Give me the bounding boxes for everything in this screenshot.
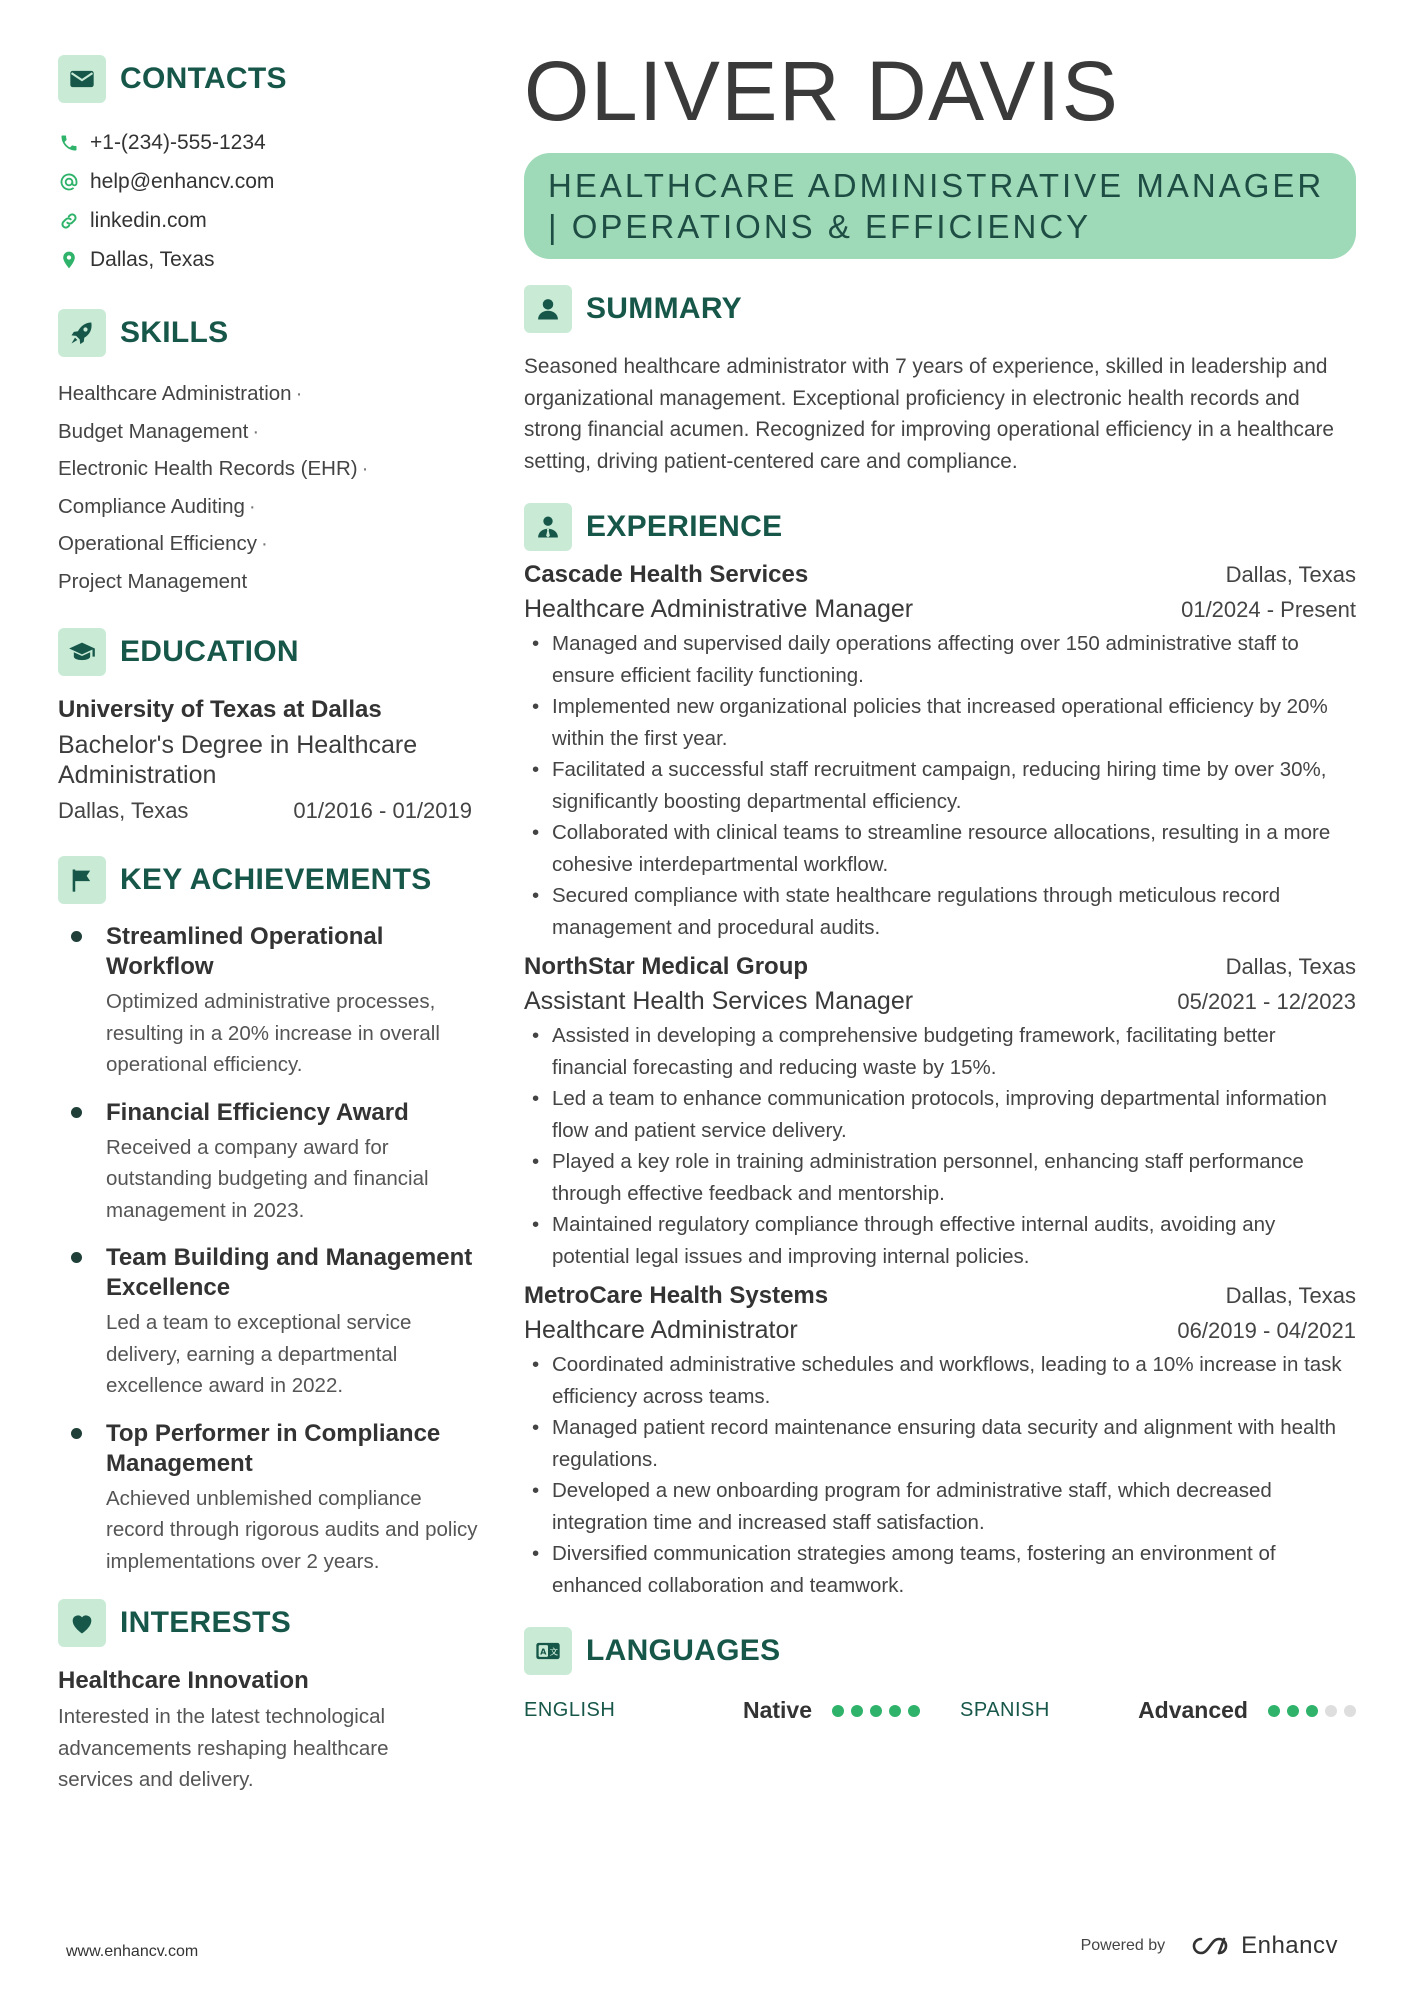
envelope-icon bbox=[58, 55, 106, 103]
language-item bbox=[960, 1697, 1356, 1724]
skill-item: Electronic Health Records (EHR) · bbox=[58, 457, 369, 480]
job-location: Dallas, Texas bbox=[1225, 1283, 1356, 1308]
bullet-icon bbox=[71, 1428, 82, 1439]
dot-filled bbox=[889, 1705, 901, 1717]
language-item bbox=[524, 1697, 920, 1724]
skills-list bbox=[58, 375, 478, 600]
graduation-cap-icon bbox=[58, 628, 106, 676]
language-level: Advanced bbox=[1138, 1697, 1248, 1723]
rocket-icon bbox=[58, 309, 106, 357]
powered-by-text: Powered by bbox=[1080, 1937, 1166, 1954]
job-role: Healthcare Administrative Manager bbox=[524, 595, 914, 623]
job-bullet: • Managed patient record maintenance ensuring data security and alignment with health regulations. bbox=[524, 1412, 1356, 1475]
achievements-header bbox=[58, 856, 478, 904]
achievement-desc: Achieved unblemished compliance record through rigorous audits and policy implementations over 2 years. bbox=[106, 1486, 478, 1573]
skill-item: Compliance Auditing · bbox=[58, 494, 256, 518]
achievement-item bbox=[58, 1098, 478, 1227]
dot-filled bbox=[1306, 1705, 1318, 1717]
education-dates: 01/2016 - 01/2019 bbox=[293, 798, 472, 823]
achievement-title: Team Building and Management Excellence bbox=[106, 1244, 473, 1301]
contact-list bbox=[58, 123, 478, 279]
job-dates: 05/2021 - 12/2023 bbox=[1177, 989, 1356, 1014]
dot-empty bbox=[1325, 1705, 1337, 1717]
language-name: SPANISH bbox=[960, 1699, 1050, 1721]
job-company: Cascade Health Services bbox=[524, 561, 809, 588]
languages-row bbox=[524, 1697, 1356, 1724]
job-entry bbox=[524, 561, 1356, 943]
job-location: Dallas, Texas bbox=[1225, 954, 1356, 979]
languages-header bbox=[524, 1627, 1356, 1675]
job-bullet: • Facilitated a successful staff recruitment campaign, reducing hiring time by over 30%, significantly boosting departmental efficiency. bbox=[524, 754, 1356, 817]
job-bullet: • Maintained regulatory compliance through effective internal audits, avoiding any potential legal issues and improving internal policies. bbox=[524, 1209, 1356, 1272]
skill-item: Healthcare Administration · bbox=[58, 382, 303, 405]
summary-header bbox=[524, 285, 1356, 333]
achievements-list bbox=[58, 922, 478, 1577]
footer-branding bbox=[1081, 1932, 1338, 1960]
dot-filled bbox=[832, 1705, 844, 1717]
candidate-name: OLIVER DAVIS bbox=[524, 44, 1120, 138]
interest-title: Healthcare Innovation bbox=[58, 1667, 309, 1694]
bullet-icon bbox=[71, 1252, 82, 1263]
contact-location bbox=[58, 240, 478, 279]
dot-empty bbox=[1344, 1705, 1356, 1717]
job-bullets bbox=[524, 1349, 1356, 1601]
skill-item: Budget Management · bbox=[58, 419, 260, 443]
job-bullets bbox=[524, 1020, 1356, 1272]
dot-filled bbox=[908, 1705, 920, 1717]
dot-filled bbox=[1287, 1705, 1299, 1717]
footer-website[interactable]: www.enhancv.com bbox=[66, 1943, 199, 1960]
bullet-icon bbox=[71, 931, 82, 942]
brand-logo[interactable] bbox=[1187, 1932, 1338, 1960]
education-title: EDUCATION bbox=[120, 635, 299, 668]
experience-title: EXPERIENCE bbox=[586, 510, 783, 543]
job-role: Healthcare Administrator bbox=[524, 1316, 798, 1344]
interests-header bbox=[58, 1599, 478, 1647]
job-bullet: • Led a team to enhance communication protocols, improving departmental information flow and patient service delivery. bbox=[524, 1083, 1356, 1146]
contact-phone[interactable] bbox=[58, 123, 478, 162]
job-bullet: • Played a key role in training administration personnel, enhancing staff performance through effective feedback and mentorship. bbox=[524, 1146, 1356, 1209]
at-icon bbox=[58, 171, 80, 193]
achievement-item bbox=[58, 922, 478, 1081]
job-bullet: • Managed and supervised daily operations affecting over 150 administrative staff to ensure efficient facility functioning. bbox=[524, 628, 1356, 691]
language-card-icon bbox=[524, 1627, 572, 1675]
skill-item: Project Management bbox=[58, 569, 248, 593]
job-bullet: • Developed a new onboarding program for administrative staff, which decreased integration time and increased staff satisfaction. bbox=[524, 1475, 1356, 1538]
summary-title: SUMMARY bbox=[586, 292, 742, 325]
dot-filled bbox=[870, 1705, 882, 1717]
languages-section bbox=[524, 1627, 1356, 1724]
svg-text:文: 文 bbox=[549, 1646, 558, 1657]
phone-icon bbox=[58, 132, 80, 154]
contact-linkedin[interactable] bbox=[58, 201, 478, 240]
skills-header bbox=[58, 309, 478, 357]
experience-section bbox=[524, 503, 1356, 1601]
summary-text: Seasoned healthcare administrator with 7 years of experience, skilled in leadership and organizational management. Exceptional proficiency in electronic health records and strong financial acumen. Recognized for improving operational efficiency in a healthcare setting, driving patient-centered care and compliance. bbox=[524, 355, 1335, 473]
skills-title: SKILLS bbox=[120, 316, 229, 349]
job-bullet: • Secured compliance with state healthcare regulations through meticulous record management and procedural audits. bbox=[524, 880, 1356, 943]
jobs-list bbox=[524, 561, 1356, 1601]
interests-title: INTERESTS bbox=[120, 1606, 292, 1639]
bullet-icon bbox=[71, 1107, 82, 1118]
linkedin-text: linkedin.com bbox=[90, 208, 207, 232]
job-company: NorthStar Medical Group bbox=[524, 953, 809, 980]
enhancv-logo-icon bbox=[1187, 1933, 1233, 1959]
job-entry bbox=[524, 1282, 1356, 1601]
svg-text:A: A bbox=[540, 1646, 547, 1657]
proficiency-dots bbox=[1268, 1705, 1356, 1717]
phone-text: +1-(234)-555-1234 bbox=[90, 130, 266, 154]
achievement-title: Top Performer in Compliance Management bbox=[106, 1419, 441, 1477]
achievement-title: Financial Efficiency Award bbox=[106, 1098, 409, 1126]
headline-box bbox=[524, 153, 1356, 259]
language-level: Native bbox=[742, 1697, 812, 1723]
contacts-title: CONTACTS bbox=[120, 62, 287, 95]
job-bullet: • Collaborated with clinical teams to streamline resource allocations, resulting in a more cohesive interdepartmental workflow. bbox=[524, 817, 1356, 880]
job-bullet: • Diversified communication strategies among teams, fostering an environment of enhanced collaboration and teamwork. bbox=[524, 1538, 1356, 1601]
job-location: Dallas, Texas bbox=[1225, 562, 1356, 587]
location-pin-icon bbox=[58, 249, 80, 271]
contacts-header bbox=[58, 55, 478, 103]
job-bullets bbox=[524, 628, 1356, 943]
contact-email[interactable] bbox=[58, 162, 478, 201]
job-dates: 06/2019 - 04/2021 bbox=[1177, 1318, 1356, 1343]
interest-desc: Interested in the latest technological advancements reshaping healthcare services and delivery. bbox=[58, 1705, 389, 1791]
skill-item: Operational Efficiency · bbox=[58, 532, 268, 555]
language-name: ENGLISH bbox=[524, 1699, 616, 1721]
achievements-title: KEY ACHIEVEMENTS bbox=[120, 863, 432, 896]
flag-icon bbox=[58, 856, 106, 904]
left-column bbox=[58, 55, 478, 1796]
job-dates: 01/2024 - Present bbox=[1181, 597, 1356, 622]
summary-section bbox=[524, 285, 1356, 477]
achievement-title: Streamlined Operational Workflow bbox=[106, 923, 384, 980]
achievement-item bbox=[58, 1419, 478, 1578]
job-entry bbox=[524, 953, 1356, 1272]
brand-name: Enhancv bbox=[1241, 1932, 1338, 1959]
job-bullet: • Implemented new organizational policies that increased operational efficiency by 20% within the first year. bbox=[524, 691, 1356, 754]
person-icon bbox=[524, 285, 572, 333]
job-bullet: • Assisted in developing a comprehensive budgeting framework, facilitating better financial forecasting and reducing waste by 15%. bbox=[524, 1020, 1356, 1083]
languages-title: LANGUAGES bbox=[586, 1634, 781, 1667]
job-company: MetroCare Health Systems bbox=[524, 1282, 829, 1309]
proficiency-dots bbox=[832, 1705, 920, 1717]
location-text: Dallas, Texas bbox=[90, 247, 215, 271]
heart-icon bbox=[58, 1599, 106, 1647]
right-column bbox=[524, 44, 1356, 1724]
email-text: help@enhancv.com bbox=[90, 169, 275, 193]
education-degree: Bachelor's Degree in Healthcare Administration bbox=[58, 731, 418, 789]
education-location: Dallas, Texas bbox=[58, 798, 189, 823]
education-school: University of Texas at Dallas bbox=[58, 696, 382, 723]
dot-filled bbox=[1268, 1705, 1280, 1717]
job-bullet: • Coordinated administrative schedules and workflows, leading to a 10% increase in task efficiency across teams. bbox=[524, 1349, 1356, 1412]
briefcase-person-icon bbox=[524, 503, 572, 551]
job-role: Assistant Health Services Manager bbox=[524, 987, 914, 1015]
achievement-desc: Optimized administrative processes, resulting in a 20% increase in overall operational efficiency. bbox=[106, 990, 440, 1076]
education-header bbox=[58, 628, 478, 676]
education-meta bbox=[58, 798, 472, 824]
dot-filled bbox=[851, 1705, 863, 1717]
experience-header bbox=[524, 503, 1356, 551]
achievement-desc: Received a company award for outstanding budgeting and financial management in 2023. bbox=[106, 1135, 429, 1222]
achievement-item bbox=[58, 1243, 478, 1402]
headline-text: HEALTHCARE ADMINISTRATIVE MANAGER | OPERATIONS & EFFICIENCY bbox=[548, 167, 1325, 245]
link-icon bbox=[58, 210, 80, 232]
achievement-desc: Led a team to exceptional service delivery, earning a departmental excellence award in 2022. bbox=[106, 1311, 412, 1397]
